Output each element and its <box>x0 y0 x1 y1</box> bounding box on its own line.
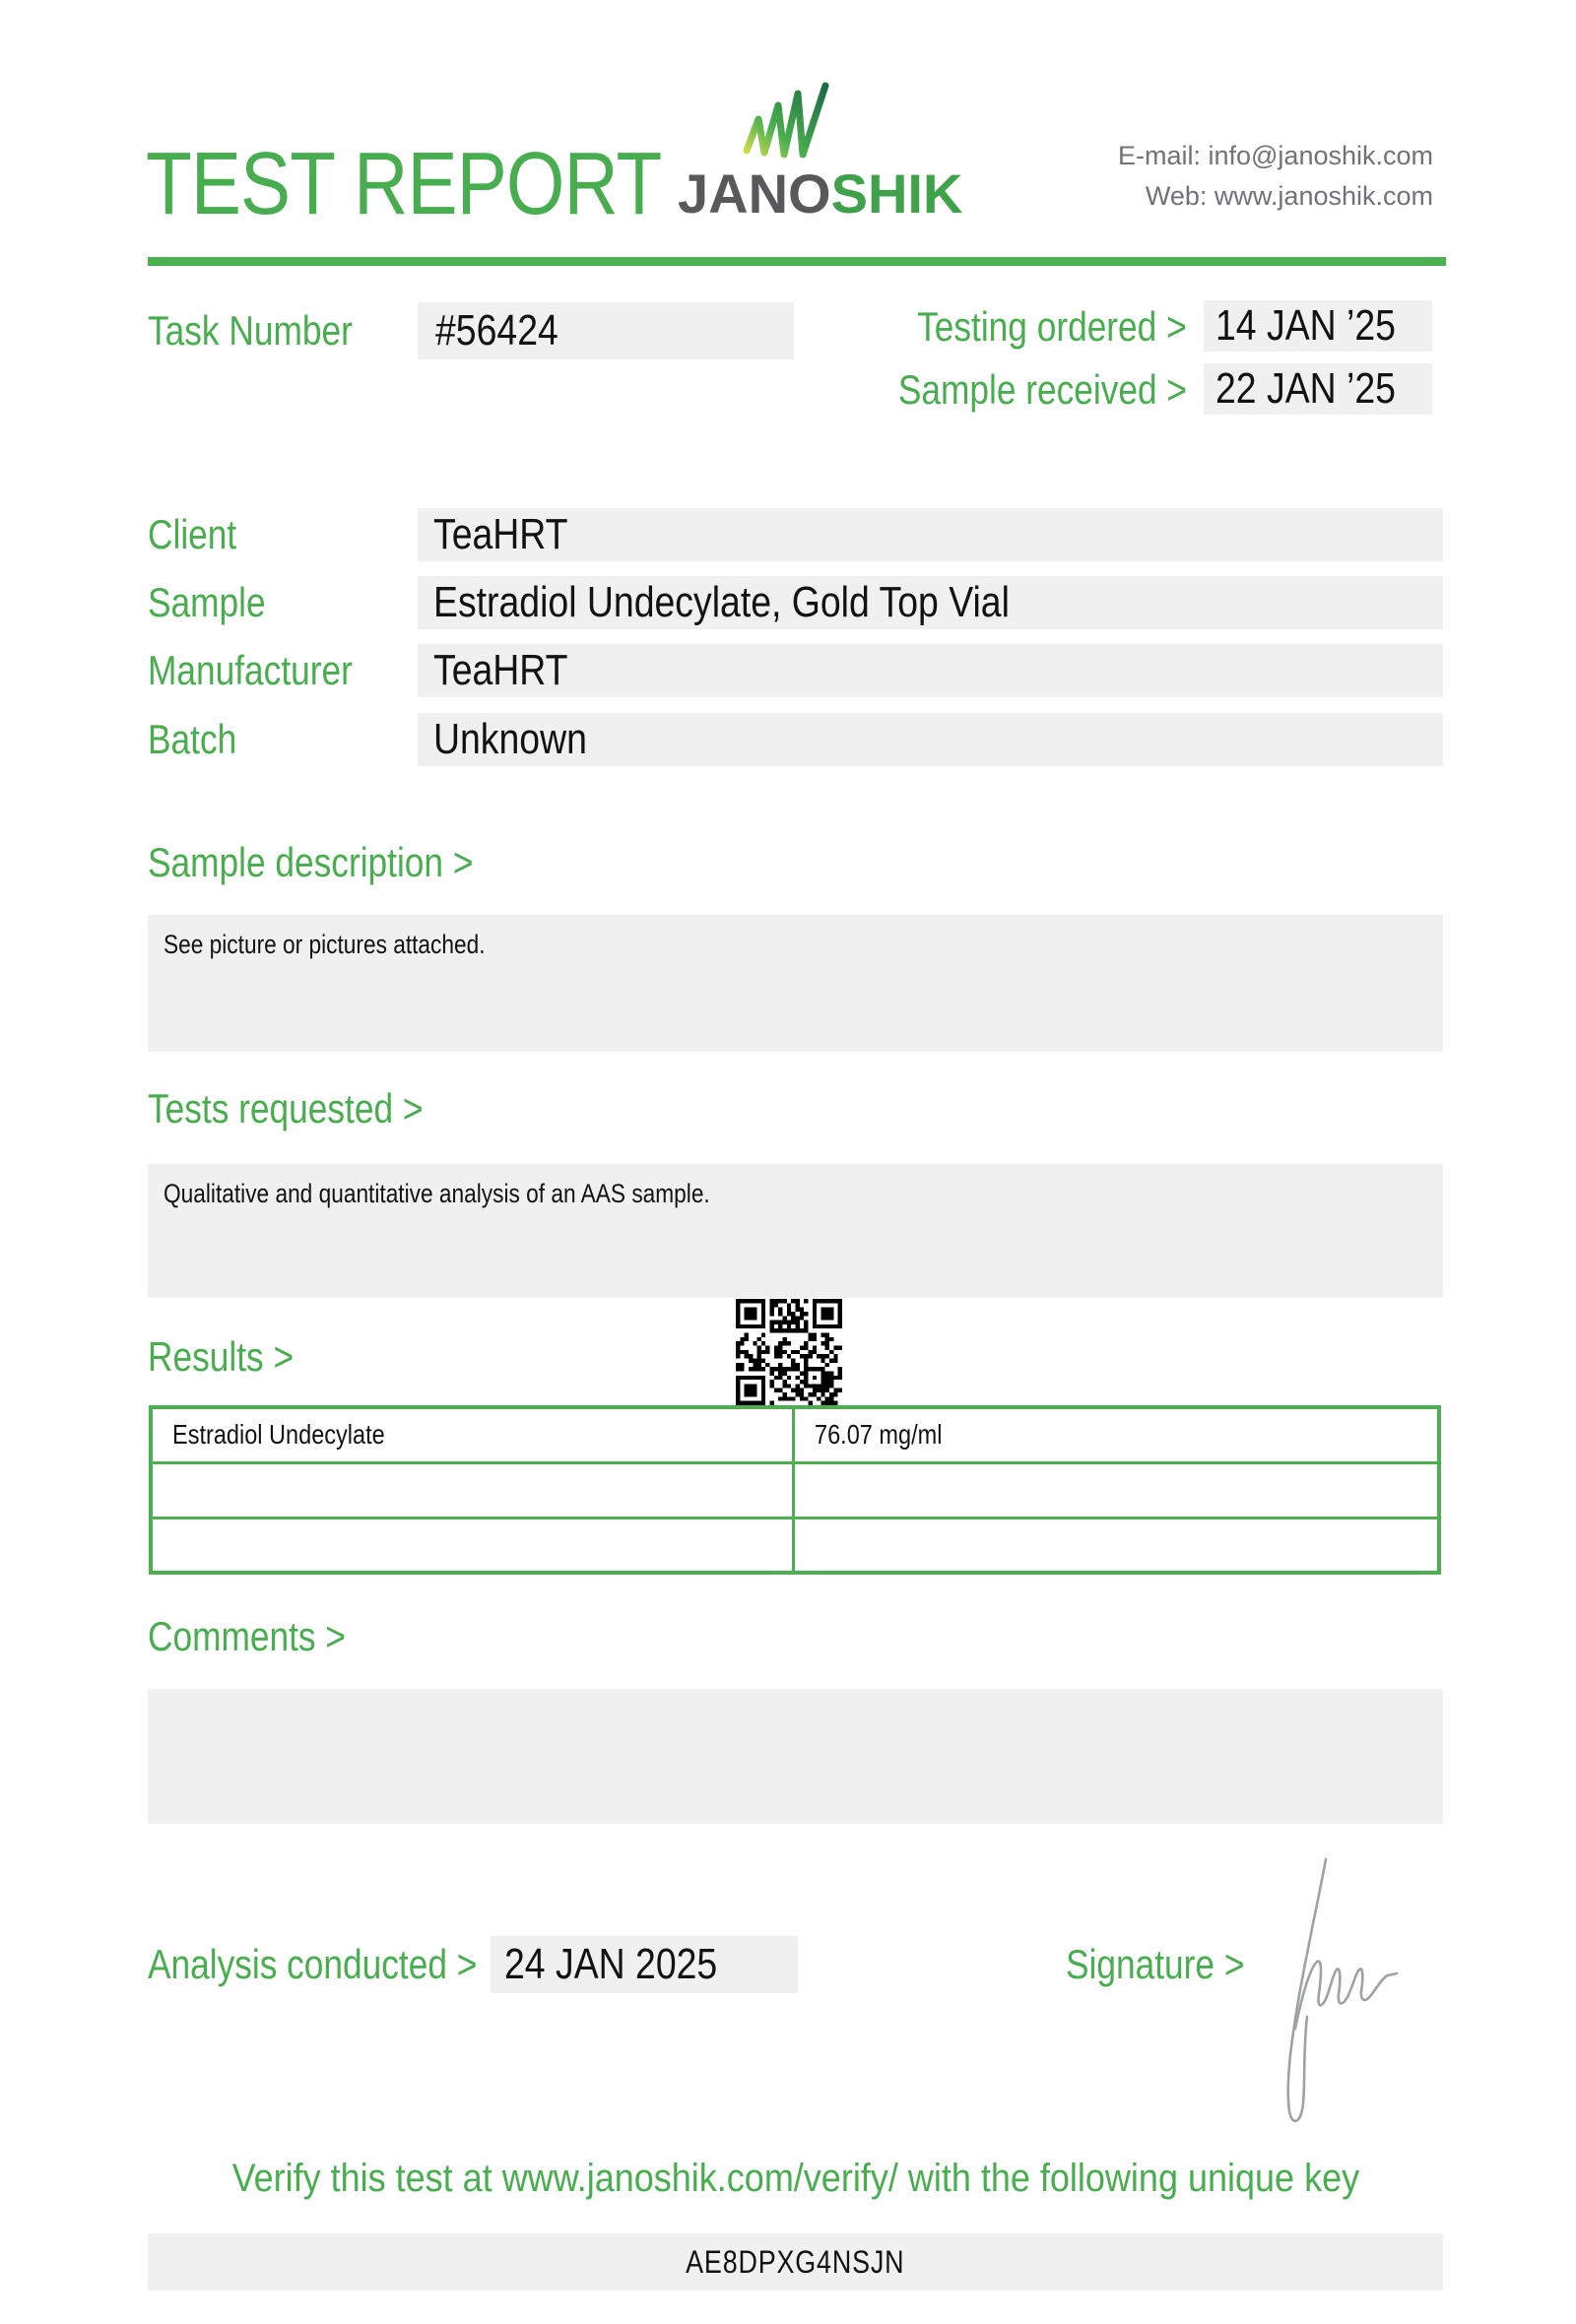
page-title: TEST REPORT <box>146 135 662 233</box>
web-label: Web: <box>1145 181 1208 211</box>
sample-received-box <box>1204 363 1432 415</box>
sample-received-label-wrap <box>843 363 1187 417</box>
web-value: www.janoshik.com <box>1214 181 1433 211</box>
table-row <box>151 1407 1439 1462</box>
task-number-label: Task Number <box>148 307 353 354</box>
task-number-box <box>418 302 794 359</box>
unique-key-box <box>148 2233 1443 2291</box>
logo-text <box>678 162 962 225</box>
manufacturer-value: TeaHRT <box>433 646 568 694</box>
table-row <box>151 1462 1439 1517</box>
results-heading: Results > <box>148 1333 295 1380</box>
email-value: info@janoshik.com <box>1208 141 1433 170</box>
tests-requested-text: Qualitative and quantitative analysis of an AAS sample. <box>164 1179 710 1208</box>
sample-box <box>418 576 1443 629</box>
batch-label-wrap <box>148 713 253 766</box>
contact-web-line <box>1118 176 1433 217</box>
client-label-wrap <box>148 508 253 561</box>
client-label: Client <box>148 511 237 557</box>
result-substance-cell <box>151 1462 793 1517</box>
sample-received-date: 22 JAN ’25 <box>1215 364 1396 413</box>
tests-requested-heading-wrap <box>148 1085 476 1132</box>
email-label: E-mail: <box>1117 141 1201 170</box>
client-box <box>418 508 1443 561</box>
results-table-wrap <box>149 1405 1441 1575</box>
unique-key: AE8DPXG4NSJN <box>686 2243 905 2280</box>
verify-text: Verify this test at www.janoshik.com/verify/ with the following unique key <box>231 2157 1359 2200</box>
comments-heading: Comments > <box>148 1613 346 1659</box>
signature-label-wrap <box>1066 1936 1279 1993</box>
result-concentration-cell <box>793 1407 1439 1462</box>
signature-label: Signature > <box>1066 1941 1245 1987</box>
manufacturer-label: Manufacturer <box>148 647 353 693</box>
header-divider <box>148 257 1446 266</box>
sample-description-text: See picture or pictures attached. <box>164 930 486 959</box>
analysis-date: 24 JAN 2025 <box>504 1940 718 1988</box>
task-number-label-wrap <box>148 302 391 359</box>
results-table <box>149 1405 1441 1575</box>
batch-label: Batch <box>148 716 237 762</box>
client-value: TeaHRT <box>433 510 568 558</box>
analysis-conducted-label: Analysis conducted > <box>148 1941 478 1987</box>
manufacturer-label-wrap <box>148 644 391 697</box>
page-title-wrap <box>146 134 753 235</box>
qr-code <box>736 1299 842 1405</box>
analysis-date-box <box>491 1936 798 1993</box>
tests-requested-box <box>148 1164 1443 1298</box>
sample-label-wrap <box>148 576 288 629</box>
testing-ordered-label-wrap <box>866 300 1187 354</box>
tests-requested-heading: Tests requested > <box>148 1085 424 1131</box>
result-concentration-cell <box>793 1462 1439 1517</box>
sample-label: Sample <box>148 579 266 625</box>
batch-box <box>418 713 1443 766</box>
task-number-value: #56424 <box>435 306 558 355</box>
sample-description-box <box>148 915 1443 1052</box>
result-substance: Estradiol Undecylate <box>172 1419 385 1451</box>
contact-block <box>1118 136 1433 217</box>
sample-received-label: Sample received > <box>897 366 1187 413</box>
comments-heading-wrap <box>148 1613 383 1660</box>
testing-ordered-date: 14 JAN ’25 <box>1215 301 1396 350</box>
sample-value: Estradiol Undecylate, Gold Top Vial <box>433 578 1010 626</box>
contact-email-line <box>1118 136 1433 176</box>
table-row <box>151 1517 1439 1573</box>
result-concentration-cell <box>793 1517 1439 1573</box>
logo-jano: JANO <box>678 162 831 225</box>
batch-value: Unknown <box>433 715 587 763</box>
analysis-conducted-label-wrap <box>148 1936 540 1993</box>
signature-image <box>1266 1847 1463 2172</box>
results-heading-wrap <box>148 1333 321 1381</box>
testing-ordered-label: Testing ordered > <box>917 303 1187 350</box>
sample-description-heading: Sample description > <box>148 839 474 885</box>
result-substance-cell <box>151 1407 793 1462</box>
logo-shik: SHIK <box>830 162 963 225</box>
sample-description-heading-wrap <box>148 839 535 886</box>
manufacturer-box <box>418 644 1443 697</box>
logo-chart-icon <box>741 82 835 162</box>
testing-ordered-box <box>1204 300 1432 352</box>
result-substance-cell <box>151 1517 793 1573</box>
verify-text-wrap <box>148 2157 1443 2201</box>
logo-wordmark <box>678 161 963 226</box>
comments-box <box>148 1689 1443 1824</box>
result-concentration: 76.07 mg/ml <box>814 1419 942 1451</box>
